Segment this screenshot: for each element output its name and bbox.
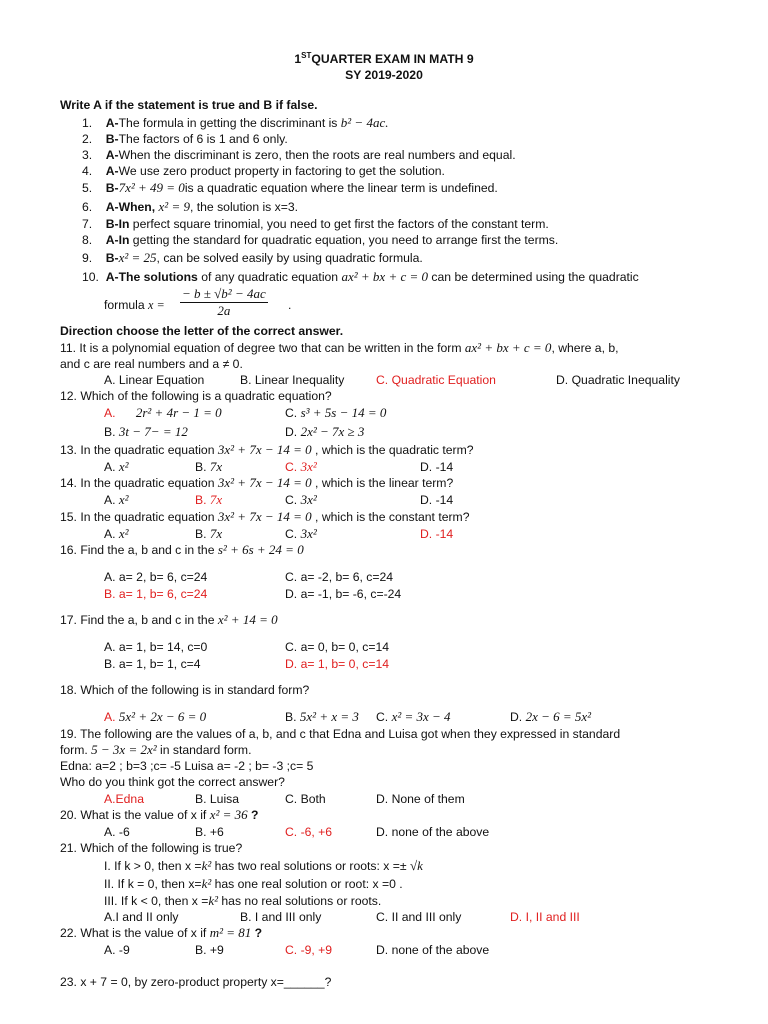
- q14-stem: 14. In the quadratic equation 3x² + 7x − 14 = 0 , which is the linear term?: [60, 475, 454, 490]
- part2-direction: Direction choose the letter of the correct answer.: [60, 324, 344, 338]
- q14-option-c: C. 3x²: [285, 492, 317, 507]
- item-2: 2. B-The factors of 6 is 1 and 6 only.: [82, 132, 288, 146]
- q22-option-c: C. -9, +9: [285, 943, 333, 957]
- q19-option-d: D. None of them: [376, 792, 465, 806]
- q16-stem: 16. Find the a, b and c in the s² + 6s + 24 = 0: [60, 542, 304, 557]
- item-10-formula-label: formula x =: [104, 298, 165, 312]
- q17-option-c: C. a= 0, b= 0, c=14: [285, 640, 390, 654]
- q11-stem: 11. It is a polynomial equation of degree two that can be written in the form ax² + bx + c = 0, where a, b,: [60, 340, 619, 355]
- q15-option-c: C. 3x²: [285, 526, 317, 541]
- q18-option-d: D. 2x − 6 = 5x²: [510, 709, 592, 724]
- q21-statement-iii: III. If k < 0, then x =k² has no real solutions or roots.: [104, 893, 382, 908]
- q12-option-c: C. s³ + 5s − 14 = 0: [285, 405, 387, 420]
- q15-option-a: A. x²: [104, 526, 129, 541]
- q21-statement-i: I. If k > 0, then x =k² has two real solutions or roots: x =± √k: [104, 858, 423, 873]
- q12-stem: 12. Which of the following is a quadratic equation?: [60, 389, 332, 403]
- q22-option-b: B. +9: [195, 943, 224, 957]
- q16-option-a: A. a= 2, b= 6, c=24: [104, 570, 208, 584]
- item-10-end: .: [288, 298, 292, 312]
- q15-option-b: B. 7x: [195, 526, 223, 541]
- q17-option-d: D. a= 1, b= 0, c=14: [285, 657, 390, 671]
- q18-option-b: B. 5x² + x = 3: [285, 709, 359, 724]
- q21-option-a: A.I and II only: [104, 910, 179, 924]
- q11-option-d: D. Quadratic Inequality: [556, 373, 680, 387]
- q19-option-a: A.Edna: [104, 792, 144, 806]
- q20-option-c: C. -6, +6: [285, 825, 333, 839]
- q11-stem-2: and c are real numbers and a ≠ 0.: [60, 357, 243, 371]
- q22-option-d: D. none of the above: [376, 943, 490, 957]
- q16-option-d: D. a= -1, b= -6, c=-24: [285, 587, 402, 601]
- q21-option-d: D. I, II and III: [510, 910, 580, 924]
- q11-option-b: B. Linear Inequality: [240, 373, 345, 387]
- q19-values: Edna: a=2 ; b=3 ;c= -5 Luisa a= -2 ; b= -3 ;c= 5: [60, 759, 314, 773]
- q21-statement-ii: II. If k = 0, then x=k² has one real solution or root: x =0 .: [104, 876, 403, 891]
- q16-option-c: C. a= -2, b= 6, c=24: [285, 570, 394, 584]
- item-4: 4. A-We use zero product property in factoring to get the solution.: [82, 164, 445, 178]
- school-year: SY 2019-2020: [345, 68, 423, 82]
- q16-option-b: B. a= 1, b= 6, c=24: [104, 587, 208, 601]
- item-3: 3. A-When the discriminant is zero, then the roots are real numbers and equal.: [82, 148, 516, 162]
- item-5: 5. B-7x² + 49 = 0is a quadratic equation where the linear term is undefined.: [82, 180, 498, 195]
- q14-option-a: A. x²: [104, 492, 129, 507]
- q18-option-c: C. x² = 3x − 4: [376, 709, 451, 724]
- quadratic-formula: $\frac{\text{− b ± √b² − 4ac}}{2a}$: [182, 286, 266, 318]
- q15-stem: 15. In the quadratic equation 3x² + 7x − 14 = 0 , which is the constant term?: [60, 509, 470, 524]
- q11-option-a: A. Linear Equation: [104, 373, 205, 387]
- q17-stem: 17. Find the a, b and c in the x² + 14 = 0: [60, 612, 278, 627]
- q21-option-c: C. II and III only: [376, 910, 462, 924]
- q13-option-d: D. -14: [420, 460, 454, 474]
- q13-option-a: A. x²: [104, 459, 129, 474]
- q21-stem: 21. Which of the following is true?: [60, 841, 243, 855]
- q11-option-c: C. Quadratic Equation: [376, 373, 496, 387]
- q20-option-b: B. +6: [195, 825, 224, 839]
- exam-title: 1STQUARTER EXAM IN MATH 9: [294, 50, 474, 66]
- q22-option-a: A. -9: [104, 943, 130, 957]
- q15-option-d: D. -14: [420, 527, 454, 541]
- q14-option-d: D. -14: [420, 493, 454, 507]
- q13-option-b: B. 7x: [195, 459, 223, 474]
- item-9: 9. B-x² = 25, can be solved easily by using quadratic formula.: [82, 250, 423, 265]
- q12-option-d: D. 2x² − 7x ≥ 3: [285, 424, 365, 439]
- part1-direction: Write A if the statement is true and B if false.: [60, 98, 318, 112]
- item-6: 6. A-When, x² = 9, the solution is x=3.: [82, 199, 299, 214]
- q21-option-b: B. I and III only: [240, 910, 322, 924]
- q14-option-b: B. 7x: [195, 492, 223, 507]
- q22-stem: 22. What is the value of x if m² = 81 ?: [60, 925, 263, 940]
- item-1: 1. A-The formula in getting the discriminant is b² − 4ac.: [82, 115, 389, 130]
- q18-stem: 18. Which of the following is in standard form?: [60, 683, 310, 697]
- q19-stem-2: form. 5 − 3x = 2x² in standard form.: [60, 742, 252, 757]
- q19-option-b: B. Luisa: [195, 792, 240, 806]
- q13-stem: 13. In the quadratic equation 3x² + 7x − 14 = 0 , which is the quadratic term?: [60, 442, 474, 457]
- item-7: 7. B-In perfect square trinomial, you need to get first the factors of the constant term.: [82, 217, 549, 231]
- q19-option-c: C. Both: [285, 792, 326, 806]
- q20-option-d: D. none of the above: [376, 825, 490, 839]
- q19-stem: 19. The following are the values of a, b, and c that Edna and Luisa got when they expressed in standard: [60, 727, 621, 741]
- q17-option-b: B. a= 1, b= 1, c=4: [104, 657, 201, 671]
- q17-option-a: A. a= 1, b= 14, c=0: [104, 640, 208, 654]
- q23-stem: 23. x + 7 = 0, by zero-product property x=______?: [60, 975, 332, 989]
- q20-option-a: A. -6: [104, 825, 130, 839]
- item-8: 8. A-In getting the standard for quadratic equation, you need to arrange first the terms.: [82, 233, 559, 247]
- q13-option-c: C. 3x²: [285, 459, 317, 474]
- q20-stem: 20. What is the value of x if x² = 36 ?: [60, 807, 259, 822]
- q12-option-a: A. 2r² + 4r − 1 = 0: [104, 405, 222, 420]
- q18-option-a: A. 5x² + 2x − 6 = 0: [104, 709, 207, 724]
- q19-question: Who do you think got the correct answer?: [60, 775, 285, 789]
- q12-option-b: B. 3t − 7− = 12: [104, 424, 188, 439]
- item-10: 10. A-The solutions of any quadratic equation ax² + bx + c = 0 can be determined using the quadratic: [82, 269, 639, 284]
